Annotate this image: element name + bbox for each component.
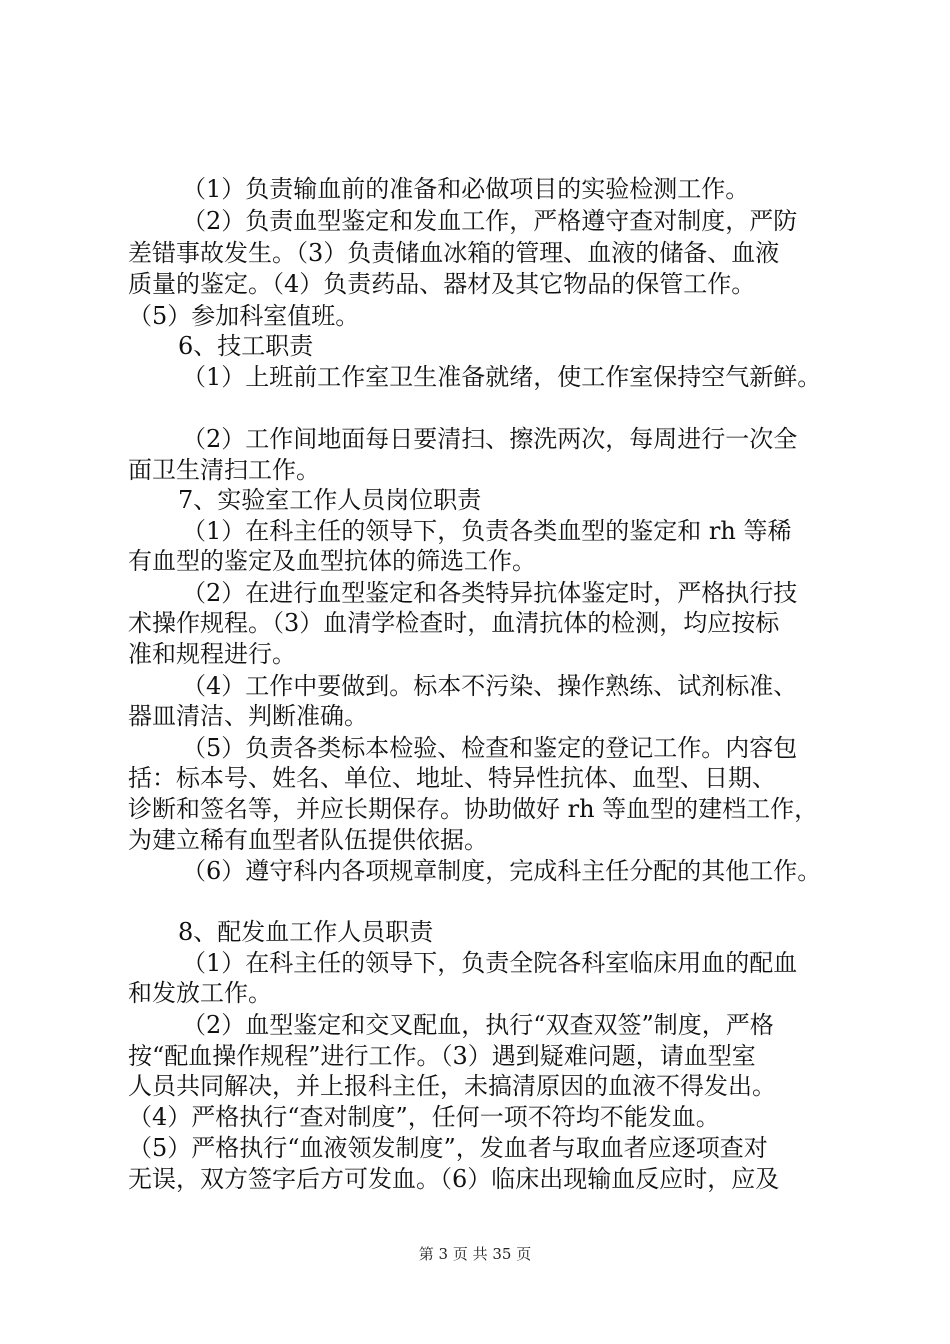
text-line: 器皿清洁、判断准确。 xyxy=(128,702,368,730)
text-line: （2）工作间地面每日要清扫、擦洗两次，每周进行一次全 xyxy=(182,425,798,453)
text-line: （4）工作中要做到。标本不污染、操作熟练、试剂标准、 xyxy=(182,672,798,700)
text-line: 质量的鉴定。（4）负责药品、器材及其它物品的保管工作。 xyxy=(128,270,756,298)
text-line: （1）在科主任的领导下，负责全院各科室临床用血的配血 xyxy=(182,949,798,977)
text-line: 术操作规程。（3）血清学检查时，血清抗体的检测，均应按标 xyxy=(128,609,780,637)
text-line: （5）参加科室值班。 xyxy=(128,302,360,330)
text-line: 按“配血操作规程”进行工作。（3）遇到疑难问题，请血型室 xyxy=(128,1042,756,1070)
section-heading: 7、实验室工作人员岗位职责 xyxy=(178,486,482,514)
text-line: 括：标本号、姓名、单位、地址、特异性抗体、血型、日期、 xyxy=(128,764,776,792)
text-line: （5）严格执行“血液领发制度”，发血者与取血者应逐项查对 xyxy=(128,1134,768,1162)
text-line: （4）严格执行“查对制度”，任何一项不符均不能发血。 xyxy=(128,1103,720,1131)
text-line: 无误，双方签字后方可发血。（6）临床出现输血反应时，应及 xyxy=(128,1165,780,1193)
text-line: 人员共同解决，并上报科主任，未搞清原因的血液不得发出。 xyxy=(128,1072,776,1100)
text-line: 为建立稀有血型者队伍提供依据。 xyxy=(128,826,488,854)
text-line: （5）负责各类标本检验、检查和鉴定的登记工作。内容包 xyxy=(182,734,798,762)
page-footer: 第 3 页 共 35 页 xyxy=(418,1245,532,1263)
text-line: （1）上班前工作室卫生准备就绪，使工作室保持空气新鲜。 xyxy=(182,363,822,391)
text-line: 有血型的鉴定及血型抗体的筛选工作。 xyxy=(128,547,536,575)
text-line: （1）在科主任的领导下，负责各类血型的鉴定和 rh 等稀 xyxy=(182,517,792,545)
text-line: 诊断和签名等，并应长期保存。协助做好 rh 等血型的建档工作， xyxy=(128,795,819,823)
text-line: （1）负责输血前的准备和必做项目的实验检测工作。 xyxy=(182,175,750,203)
text-line: （2）负责血型鉴定和发血工作，严格遵守查对制度，严防 xyxy=(182,207,798,235)
text-line: 面卫生清扫工作。 xyxy=(128,456,320,484)
section-heading: 8、配发血工作人员职责 xyxy=(178,918,434,946)
text-line: 准和规程进行。 xyxy=(128,640,296,668)
text-line: （6）遵守科内各项规章制度，完成科主任分配的其他工作。 xyxy=(182,857,822,885)
section-heading: 6、技工职责 xyxy=(178,332,314,360)
text-line: （2）在进行血型鉴定和各类特异抗体鉴定时，严格执行技 xyxy=(182,579,798,607)
text-line: 和发放工作。 xyxy=(128,979,272,1007)
text-line: 差错事故发生。（3）负责储血冰箱的管理、血液的储备、血液 xyxy=(128,239,780,267)
text-line: （2）血型鉴定和交叉配血，执行“双查双签”制度，严格 xyxy=(182,1011,774,1039)
